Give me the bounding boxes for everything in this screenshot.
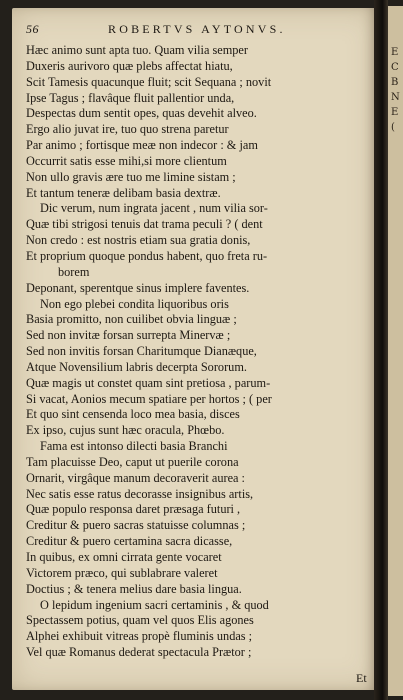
facing-page-fragment: E xyxy=(391,107,399,118)
text-line: Sed non invitæ forsan surrepta Minervæ ; xyxy=(26,328,231,343)
text-line: Non credo : est nostris etiam sua gratia donis, xyxy=(26,233,251,248)
text-line: Hæc animo sunt apta tuo. Quam vilia semper xyxy=(26,43,248,57)
text-line: Alphei exhibuit vitreas propè fluminis undas ; xyxy=(26,629,253,644)
text-line: Victorem præco, qui sublabrare valeret xyxy=(26,565,218,580)
text-line: Nec satis esse ratus decorasse insignibus artis, xyxy=(26,486,254,501)
book-gutter xyxy=(374,0,388,700)
text-line: Non ego plebei condita liquoribus oris xyxy=(40,296,229,311)
text-line: Ergo alio juvat ire, tuo quo strena paretur xyxy=(26,122,229,137)
poem-text xyxy=(26,43,378,661)
text-line: Tam placuisse Deo, caput ut puerile corona xyxy=(26,454,239,469)
text-line: Et proprium quoque pondus habent, quo freta ru- xyxy=(26,248,268,263)
text-line: Scit Tamesis quacunque fluit; scit Sequana ; novit xyxy=(26,74,272,89)
text-line: borem xyxy=(58,264,90,279)
facing-page-edge xyxy=(388,6,403,696)
text-line: Duxeris aurivoro quæ plebs affectat hiatu, xyxy=(26,58,233,73)
text-line: Creditur & puero sacras statuisse columnas ; xyxy=(26,518,246,533)
page-number: 56 xyxy=(26,22,39,36)
text-line: Basia promitto, non cuilibet obvia linguæ ; xyxy=(26,312,237,327)
text-line: Creditur & puero certamina sacra dicasse, xyxy=(26,534,233,549)
running-head xyxy=(26,20,376,40)
text-line: In quibus, ex omni cirrata gente vocaret xyxy=(26,550,222,564)
text-line: Par animo ; fortisque meæ non indecor : & jam xyxy=(26,138,258,153)
facing-page-fragment: E xyxy=(391,47,399,58)
text-line: Si vacat, Aonios mecum spatiare per hortos ; ( per xyxy=(26,391,272,406)
text-line: Occurrit satis esse mihi,si more clientum xyxy=(26,153,227,168)
text-line: Sed non invitis forsan Charitumque Dianæque, xyxy=(26,344,257,359)
facing-page-fragment: B xyxy=(391,77,399,88)
text-line: Doctius ; & tenera melius dare basia lingua. xyxy=(26,581,242,596)
text-line: Quæ tibi strigosi tenuis dat trama peculi ? ( dent xyxy=(26,217,263,232)
text-line: Et tantum teneræ delibam basia dextræ. xyxy=(26,185,221,200)
text-line: Quæ magis ut constet quam sint pretiosa , parum- xyxy=(26,375,271,390)
text-line: Despectas dum sentit opes, quas devehit alveo. xyxy=(26,106,257,121)
text-line: Quæ populo responsa daret præsaga futuri , xyxy=(26,502,241,517)
text-line: Deponant, sperentque sinus implere faventes. xyxy=(26,280,250,295)
text-line: Spectassem potius, quam vel quos Elis agones xyxy=(26,613,254,628)
text-line: Fama est intonso dilecti basia Branchi xyxy=(40,439,228,454)
facing-page-fragment: N xyxy=(391,92,400,103)
book-page xyxy=(12,8,378,690)
text-line: Atque Novensilium labris decerpta Sororum. xyxy=(26,359,247,374)
text-line: O lepidum ingenium sacri certaminis , & quod xyxy=(40,597,269,612)
facing-page-fragment: ( xyxy=(391,122,395,133)
facing-page-fragment: C xyxy=(391,62,399,73)
text-line: Et quo sint censenda loco mea basia, disces xyxy=(26,407,240,422)
text-line: Ex ipso, cujus sunt hæc oracula, Phœbo. xyxy=(26,423,225,438)
text-line: Ornarit, virgâque manum decoraverit aurea : xyxy=(26,470,245,485)
catchword: Et xyxy=(356,671,367,685)
text-line: Non ullo gravis ære tuo me limine sistam ; xyxy=(26,169,236,184)
text-line: Vel quæ Romanus dederat spectacula Prætor ; xyxy=(26,645,252,660)
running-title: ROBERTVS AYTONVS. xyxy=(108,22,286,36)
text-line: Ipse Tagus ; flavâque fluit pallentior unda, xyxy=(26,90,235,105)
text-line: Dic verum, num ingrata jacent , num vilia sor- xyxy=(40,201,268,216)
